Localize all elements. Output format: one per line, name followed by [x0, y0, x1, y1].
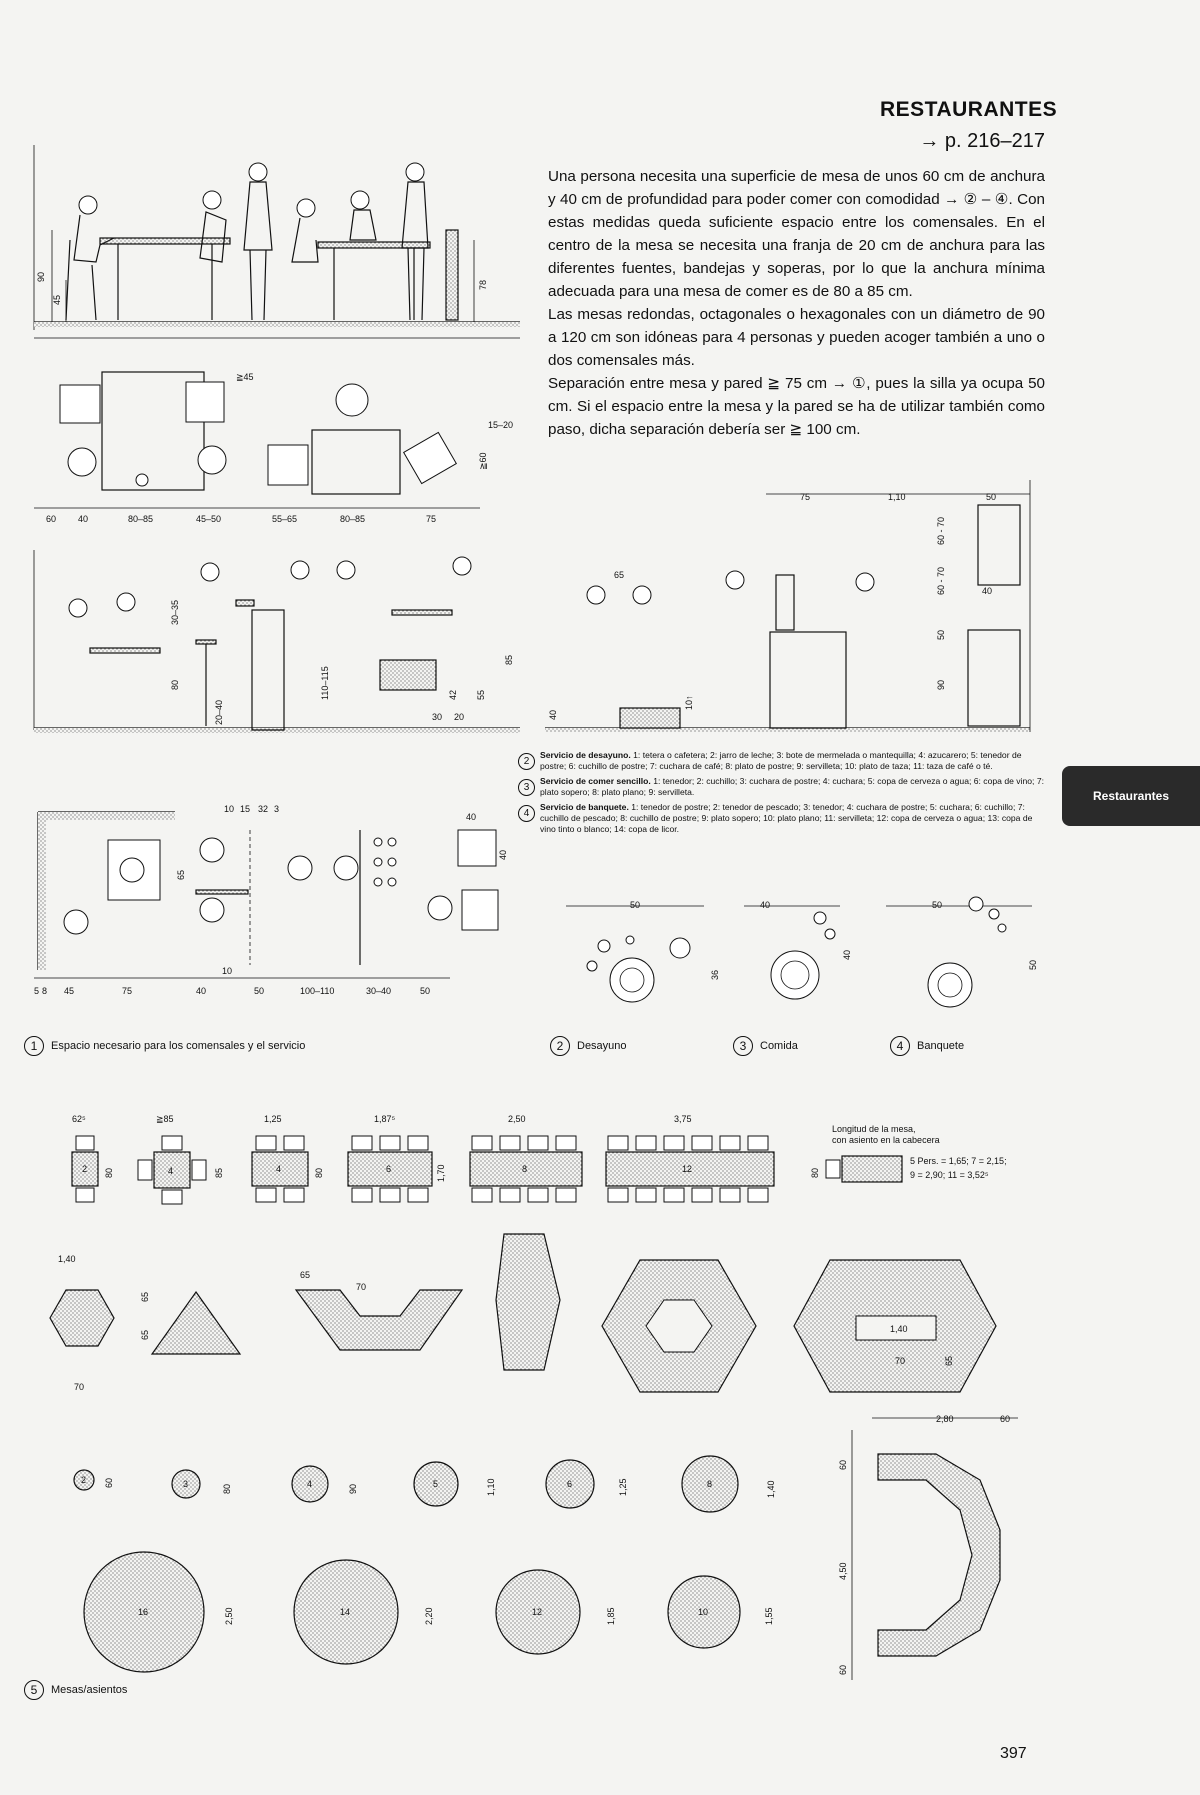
dim-label: 5 [34, 986, 40, 996]
dim-label: 1,55 [764, 1607, 774, 1625]
dim-label: 1,25 [618, 1478, 628, 1496]
dim-label: 50 [630, 900, 641, 910]
dim-label: 42 [448, 689, 458, 700]
caption-text: Desayuno [577, 1040, 627, 1052]
note-text: 1: tenedor de postre; 2: tenedor de pescado; 3: tenedor; 4: cuchara de postre; 5: cuchara; 6: cuchillo; 7: cuchillo de pescado; 8: cuchillo de postre; 9: plato sopero; 10: plato plano; 11: servilleta; 12: copa de cerveza o agua; 13: copa de vino tinto o blanco; 14: copa de licor. [540, 801, 1033, 835]
dim-label: 20–40 [214, 699, 224, 725]
dim-label: 36 [710, 969, 720, 980]
dim-label: 45 [52, 294, 62, 305]
dim-label: 70 [74, 1382, 85, 1392]
caption-number: 2 [550, 1036, 570, 1056]
table-seats: 2 [81, 1475, 87, 1485]
dim-label: 1,10 [888, 492, 906, 502]
table-seats: 8 [707, 1479, 713, 1489]
dim-label: 90 [936, 679, 946, 690]
dim-label: 60 [104, 1477, 114, 1488]
u-table [838, 1414, 1018, 1680]
dim-label: 75 [426, 514, 437, 524]
note-title: Servicio de comer sencillo. [540, 775, 651, 786]
dim-label: 40 [196, 986, 207, 996]
dim-label: 4,50 [838, 1562, 848, 1580]
caption-number: 5 [24, 1680, 44, 1700]
dim-label: 1,40 [766, 1480, 776, 1498]
caption-number: 3 [733, 1036, 753, 1056]
dim-label: 85 [504, 654, 514, 665]
dim-label: 50 [986, 492, 997, 502]
length-note-title: con asiento en la cabecera [832, 1135, 940, 1145]
dim-label: 32 [258, 804, 269, 814]
length-note-title: Longitud de la mesa, [832, 1124, 916, 1134]
dim-label: 15–20 [488, 420, 514, 430]
dim-label: 65 [300, 1270, 311, 1280]
page-title: RESTAURANTES [880, 98, 1058, 121]
table-seats: 10 [698, 1607, 709, 1617]
dim-label: 1,10 [486, 1478, 496, 1496]
dim-label: 10 [222, 966, 233, 976]
intro-paragraph-1: Una persona necesita una superficie de mesa de unos 60 cm de anchura y 40 cm de profundidad para poder comer con comodidad → ② – ④. Con estas medidas queda suficiente espacio entre los comensales. En el centro de la mesa se necesita una franja de 20 cm de anchura para las diferentes fuentes, bandejas y soperas, por lo que la anchura mínima adecuada para una mesa de comer es de 80 a 85 cm. [548, 168, 1045, 300]
dim-label: 40 [982, 586, 993, 596]
dim-label: 3,75 [674, 1114, 692, 1124]
place-settings [566, 897, 1038, 1007]
dim-label: 45–50 [196, 514, 222, 524]
note-text: 1: tetera o cafetera; 2: jarro de leche; 3: bote de mermelada o mantequilla; 4: azucarero; 5: tenedor de postre; 6: cuchillo de postre; 7: cuchara de café; 8: plato de postre; 9: servilleta; 10: plato de taza; 11: taza de café o té. [540, 750, 1022, 772]
dim-label: 85 [214, 1167, 224, 1178]
dim-label: 30 [432, 712, 443, 722]
dim-label: 70 [356, 1282, 367, 1292]
dim-label: 8 [42, 986, 48, 996]
dim-label: 10↑ [684, 695, 694, 710]
dim-label: 55 [476, 689, 486, 700]
page-reference: → p. 216–217 [919, 130, 1045, 152]
section-tab[interactable]: Restaurantes [1062, 766, 1200, 826]
round-tables [74, 1456, 776, 1672]
caption-text: Banquete [917, 1040, 965, 1052]
dim-label: 60 - 70 [936, 566, 946, 595]
table-seats: 4 [307, 1479, 313, 1489]
dim-label: 50 [936, 629, 946, 640]
table-seats: 12 [532, 1607, 543, 1617]
dim-label: 78 [478, 279, 488, 290]
plan-diners [34, 338, 520, 524]
dim-label: ≧85 [156, 1114, 174, 1124]
dim-label: 90 [36, 271, 46, 282]
dim-label: 15 [240, 804, 251, 814]
table-seats: 8 [522, 1164, 528, 1174]
dim-label: 65 [176, 869, 186, 880]
length-note-line: 9 = 2,90; 11 = 3,52⁵ [910, 1170, 989, 1180]
dim-label: 80–85 [340, 514, 366, 524]
dim-label: 55–65 [272, 514, 298, 524]
dim-label: 1,87⁵ [374, 1114, 396, 1124]
page-number: 397 [1000, 1745, 1027, 1762]
dim-label: 80 [810, 1167, 820, 1178]
dim-label: 90 [348, 1483, 358, 1494]
dim-label: 50 [254, 986, 265, 996]
table-seats: 16 [138, 1607, 149, 1617]
elevation-bar-counter [545, 480, 1030, 732]
dim-label: 80–85 [128, 514, 154, 524]
caption-text: Mesas/asientos [51, 1684, 128, 1696]
dim-label: 80 [314, 1167, 324, 1178]
table-seats: 2 [82, 1164, 88, 1174]
dim-label: 2,20 [424, 1607, 434, 1625]
dim-label: 40 [466, 812, 477, 822]
dim-label: 65 [944, 1355, 954, 1366]
poly-tables [50, 1234, 996, 1392]
note-number: 4 [518, 805, 535, 822]
dim-label: 60 - 70 [936, 516, 946, 545]
caption-number: 4 [890, 1036, 910, 1056]
dim-label: 1,25 [264, 1114, 282, 1124]
dim-label: 30–40 [366, 986, 392, 996]
table-seats: 4 [276, 1164, 282, 1174]
caption-text: Espacio necesario para los comensales y el servicio [51, 1040, 306, 1052]
dim-label: 40 [498, 849, 508, 860]
caption-text: Comida [760, 1040, 798, 1052]
dim-label: 40 [760, 900, 771, 910]
dim-label: 2,50 [224, 1607, 234, 1625]
dim-label: 60 [1000, 1414, 1011, 1424]
intro-paragraph-2: Las mesas redondas, octagonales o hexagonales con un diámetro de 90 a 120 cm son idóneas para 4 personas y pueden acoger también a uno o dos comensales más. [548, 306, 1045, 369]
rect-tables [72, 1114, 1007, 1204]
note-text: 1: tenedor; 2: cuchillo; 3: cuchara de postre; 4: cuchara; 5: copa de cerveza o agua; 6: copa de vino; 7: plato sopero; 8: plato plano; 9: servilleta. [540, 775, 1044, 798]
dim-label: 80 [222, 1483, 232, 1494]
dim-label: 100–110 [300, 986, 335, 996]
dim-label: 60 [838, 1459, 848, 1470]
dim-label: 75 [800, 492, 811, 502]
dim-label: 1,70 [436, 1164, 446, 1182]
table-seats: 5 [433, 1479, 439, 1489]
dim-label: 50 [932, 900, 943, 910]
dim-label: 65 [140, 1291, 150, 1302]
dim-label: 80 [104, 1167, 114, 1178]
dim-label: 40 [842, 949, 852, 960]
dim-label: 62⁵ [72, 1114, 86, 1124]
dim-label: 30–35 [170, 599, 180, 625]
intro-paragraph-3: Separación entre mesa y pared ≧ 75 cm → ①, pues la silla ya ocupa 50 cm. Si el espacio entre la mesa y la pared se ha de utilizar también como paso, dicha separación debería ser ≧ 100 cm. [548, 375, 1045, 438]
dim-label: 10 [224, 804, 235, 814]
dim-label: 65 [140, 1329, 150, 1340]
dim-label: 60 [46, 514, 57, 524]
table-seats: 6 [386, 1164, 392, 1174]
dim-label: 50 [1028, 959, 1038, 970]
note-title: Servicio de desayuno. [540, 750, 631, 760]
dim-label: 2,50 [508, 1114, 526, 1124]
elevation-diners [34, 145, 520, 330]
dim-label: 75 [122, 986, 133, 996]
dim-label: 2,80 [936, 1414, 954, 1424]
dim-label: 40 [548, 709, 558, 720]
dim-label: 1,40 [890, 1324, 908, 1334]
dim-label: 1,40 [58, 1254, 76, 1264]
dim-label: 3 [274, 804, 280, 814]
dim-label: 110–115 [320, 666, 330, 700]
length-note-line: 5 Pers. = 1,65; 7 = 2,15; [910, 1156, 1007, 1166]
caption-number: 1 [24, 1036, 44, 1056]
dim-label: 70 [895, 1356, 906, 1366]
dim-label: 80 [170, 679, 180, 690]
dim-label: 60 [838, 1664, 848, 1675]
note-number: 2 [518, 753, 535, 770]
plan-service [34, 804, 508, 996]
dim-label: ≧60 [478, 452, 488, 470]
table-seats: 6 [567, 1479, 573, 1489]
table-seats: 12 [682, 1164, 693, 1174]
dim-label: ≧45 [236, 372, 254, 382]
dim-label: 45 [64, 986, 75, 996]
table-seats: 3 [183, 1479, 189, 1489]
table-seats: 14 [340, 1607, 351, 1617]
note-title: Servicio de banquete. [540, 801, 629, 812]
note-number: 3 [518, 779, 535, 796]
dim-label: 20 [454, 712, 465, 722]
dim-label: 65 [614, 570, 625, 580]
table-seats: 4 [168, 1166, 174, 1176]
elevation-bar [34, 550, 520, 733]
dim-label: 40 [78, 514, 89, 524]
dim-label: 50 [420, 986, 431, 996]
dim-label: 1,85 [606, 1607, 616, 1625]
